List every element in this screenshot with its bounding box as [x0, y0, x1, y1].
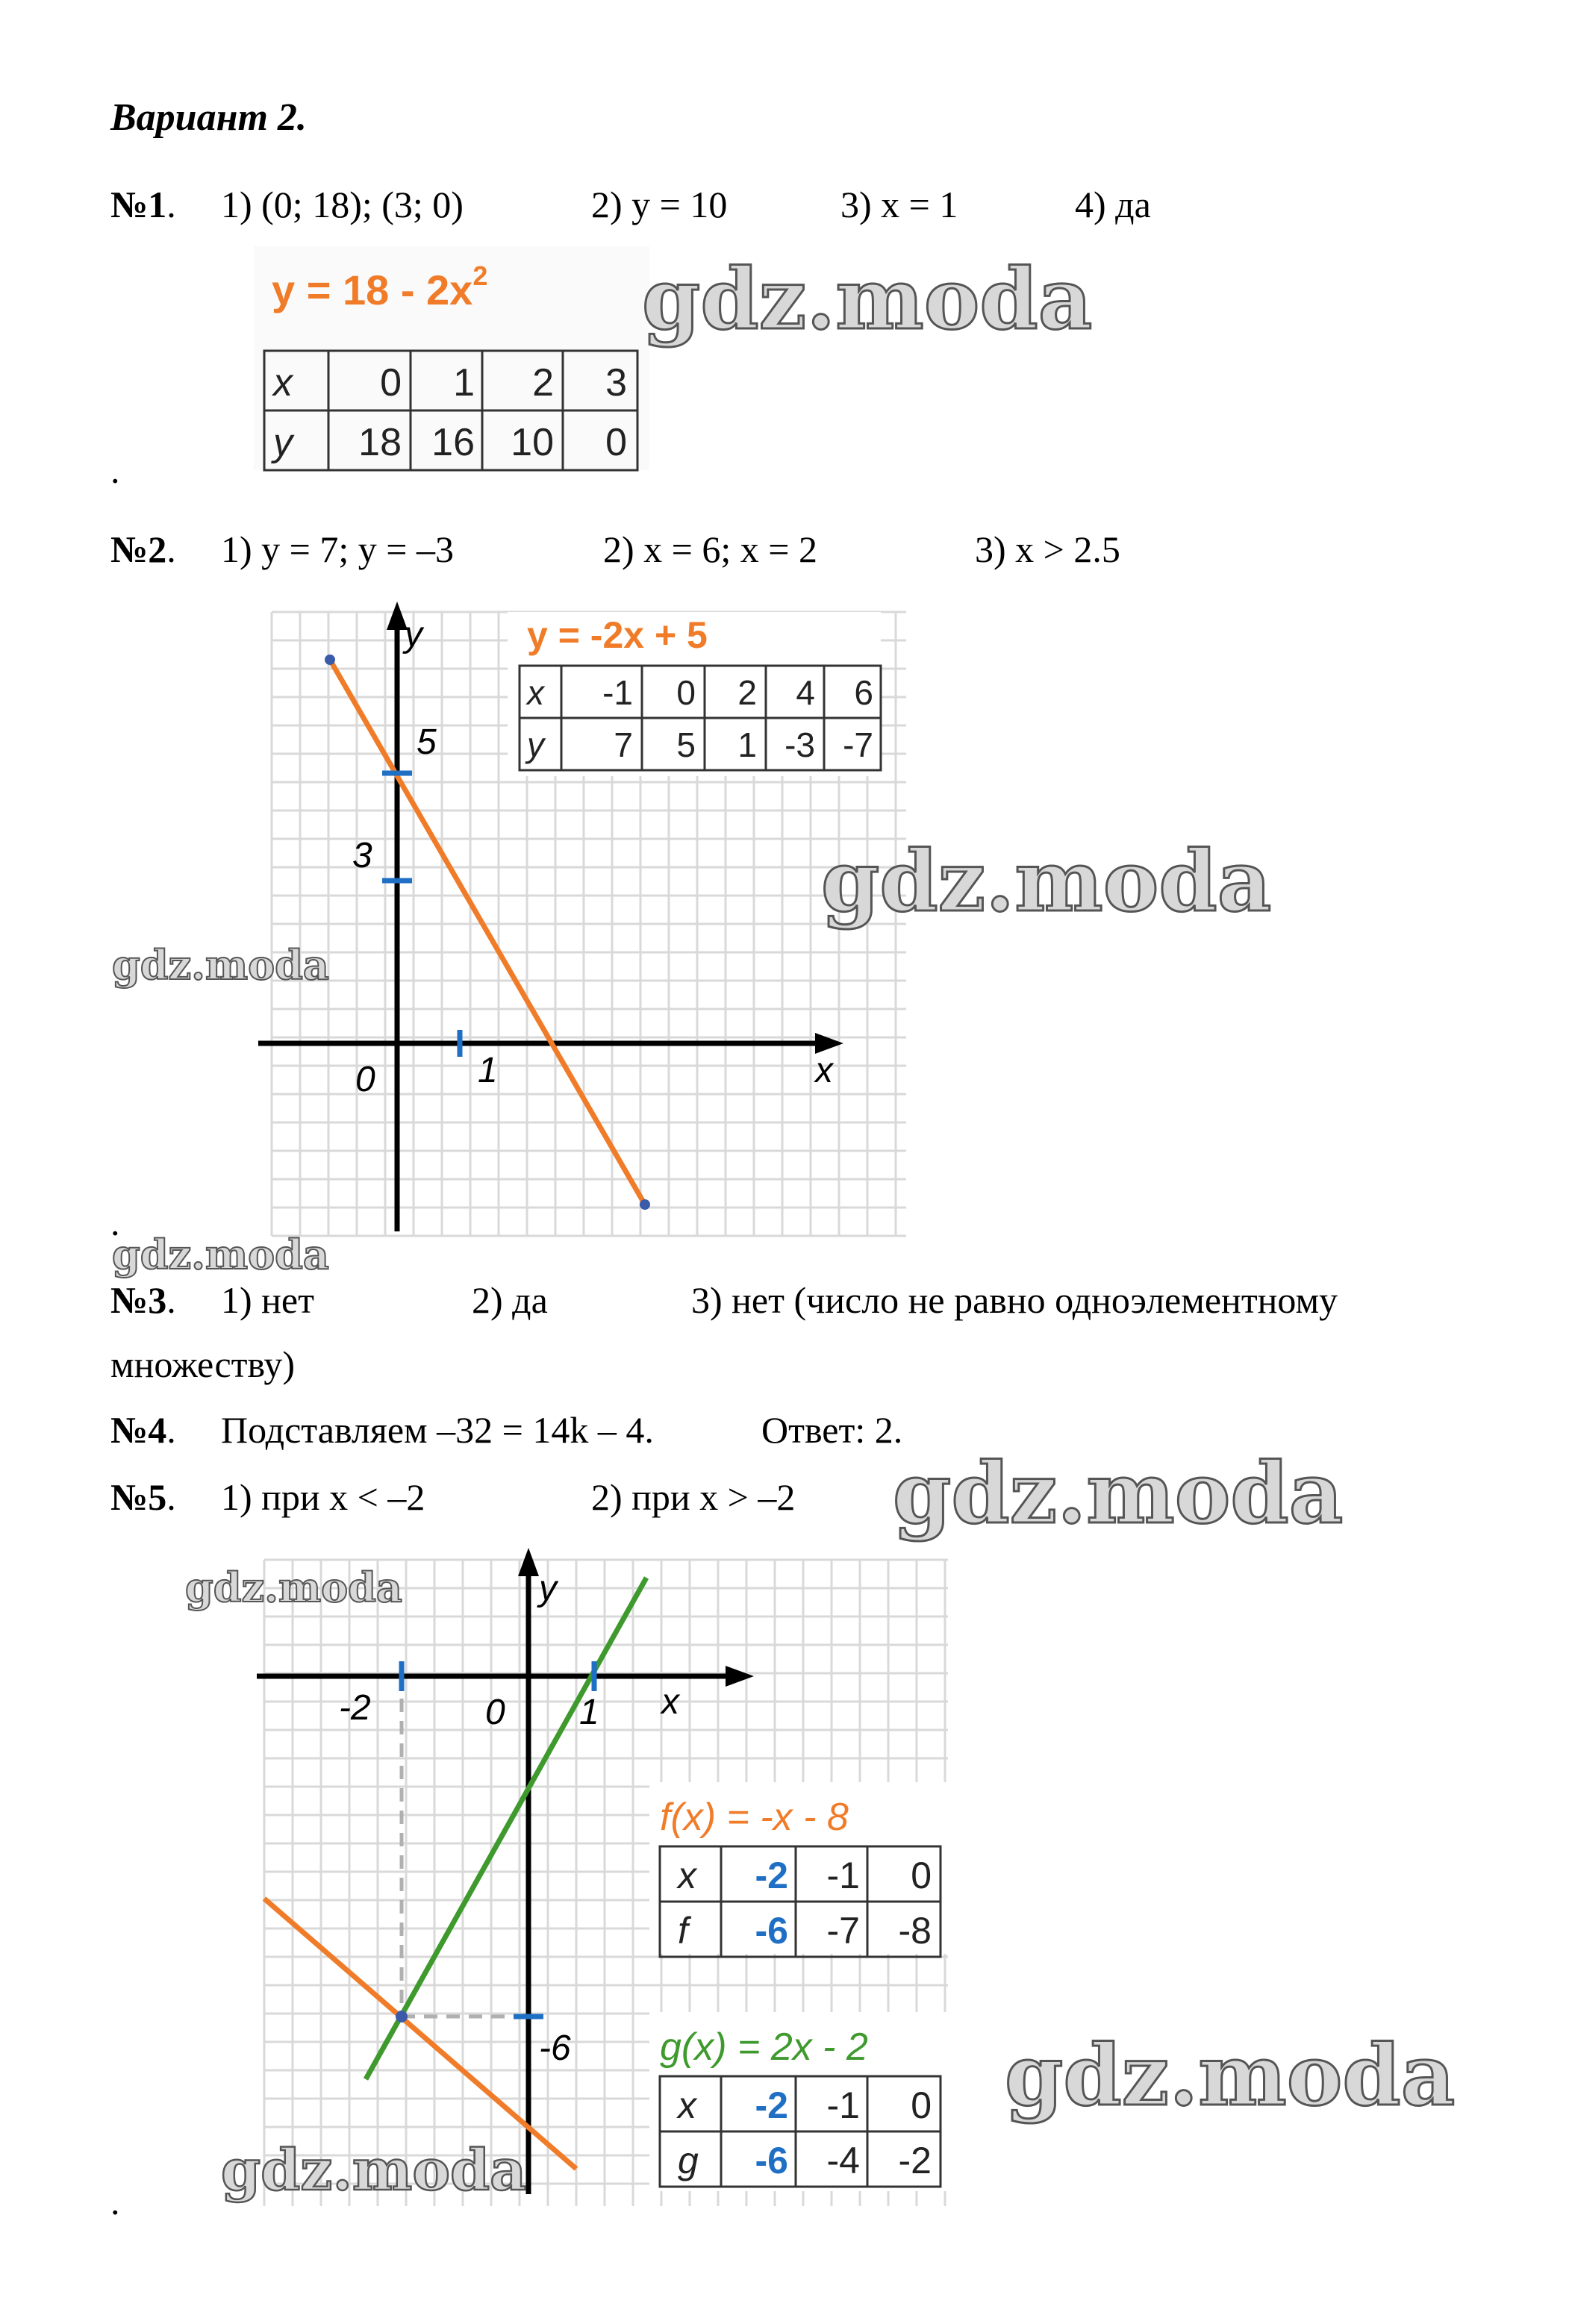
problem-1-answer-3: 3) x = 1	[840, 184, 958, 225]
dot-1: .	[110, 449, 120, 491]
table-f-cell: -7	[826, 1910, 860, 1952]
watermark-2	[821, 821, 1284, 933]
table-1-cell: x	[273, 361, 293, 404]
problem-3-line: №3.	[110, 1279, 176, 1321]
y-axis-label: y	[405, 615, 422, 655]
table-2-cell: -1	[602, 673, 633, 712]
svg-text:gdz.moda: gdz.moda	[185, 1564, 402, 1611]
table-2-cell: 0	[676, 673, 696, 712]
problem-3-answer-3: 3) нет (число не равно одноэлементному	[691, 1279, 1338, 1321]
problem-4-number: №4	[110, 1409, 167, 1451]
table-1-cell: 16	[431, 421, 475, 464]
x-axis-arrow	[726, 1666, 754, 1687]
dot-2: .	[110, 1202, 120, 1243]
point	[640, 1199, 650, 1210]
tick-label-minus-6: -6	[539, 2028, 571, 2068]
origin-label: 0	[355, 1060, 375, 1099]
watermark-1	[642, 246, 1105, 351]
watermark-8	[221, 2127, 534, 2209]
problem-3-number: №3	[110, 1279, 167, 1321]
table-2-cell: 5	[676, 725, 696, 764]
table-2-cell: x	[527, 673, 544, 712]
table-f-cell: -2	[755, 1855, 788, 1896]
table-1-cell: y	[273, 421, 293, 464]
table-1-cell: 0	[605, 421, 627, 464]
graph-2	[254, 590, 911, 1239]
tick-label-5: 5	[417, 722, 437, 762]
y-axis-arrow	[518, 1548, 539, 1576]
svg-text:gdz.moda: gdz.moda	[112, 1231, 329, 1278]
y-axis-label: y	[539, 1569, 557, 1608]
svg-text:gdz.moda: gdz.moda	[893, 1445, 1344, 1543]
problem-4-line: №4.	[110, 1409, 176, 1451]
tick-label-1: 1	[478, 1051, 498, 1090]
problem-1-line: №1.	[110, 184, 176, 225]
table-1-formula: $y = 18 - 2x^2$	[272, 260, 488, 313]
table-2-cell: -3	[784, 725, 815, 764]
table-2-cell: 1	[737, 725, 757, 764]
problem-2-answer-2: 2) x = 6; x = 2	[603, 528, 817, 570]
problem-4-answer-2: Ответ: 2.	[761, 1409, 903, 1451]
problem-1-answer-2: 2) y = 10	[591, 184, 728, 225]
svg-text:gdz.moda: gdz.moda	[112, 941, 329, 989]
problem-1-answer-1: 1) (0; 18); (3; 0)	[221, 184, 464, 225]
variant-title: Вариант 2.	[110, 96, 307, 139]
table-f-cell: -8	[898, 1910, 932, 1952]
table-f-cell: -6	[755, 1910, 788, 1952]
table-1-cell: 0	[380, 361, 402, 404]
watermark-4	[112, 1224, 351, 1284]
problem-3-answer-2: 2) да	[472, 1279, 548, 1321]
table-g-cell: -6	[755, 2140, 788, 2181]
watermark-3	[112, 934, 351, 994]
table-1-cell: 1	[453, 361, 475, 404]
table-2-cell: 2	[737, 673, 757, 712]
table-1-figure	[254, 246, 657, 478]
origin-label: 0	[485, 1693, 505, 1732]
problem-1-answer-4: 4) да	[1075, 184, 1151, 225]
watermark-6	[185, 1557, 424, 1617]
table-2-cell: 7	[614, 725, 633, 764]
tick-label-minus-2: -2	[339, 1688, 371, 1728]
table-1-cell: 18	[358, 421, 402, 464]
table-1-cell: 10	[511, 421, 554, 464]
table-g-cell: -2	[755, 2084, 788, 2126]
problem-5-answer-1: 1) при x < –2	[221, 1476, 425, 1518]
table-2-cell: y	[527, 725, 544, 764]
table-f-formula: f(x) = -x - 8	[660, 1796, 849, 1839]
svg-text:gdz.moda: gdz.moda	[642, 251, 1093, 349]
tick-label-3: 3	[352, 836, 372, 875]
problem-3-answer-1: 1) нет	[221, 1279, 314, 1321]
table-2-cell: 6	[854, 673, 873, 712]
problem-5-number: №5	[110, 1476, 167, 1518]
x-axis-label: x	[661, 1682, 679, 1722]
table-g-cell: -1	[826, 2084, 860, 2126]
problem-2-line: №2.	[110, 528, 176, 570]
table-f-cell: 0	[911, 1855, 932, 1896]
svg-text:gdz.moda: gdz.moda	[221, 2137, 527, 2203]
table-g-cell: -2	[898, 2140, 932, 2181]
problem-1-number: №1	[110, 184, 167, 225]
table-g-cell: -4	[826, 2140, 860, 2181]
problem-5-line: №5.	[110, 1476, 176, 1518]
table-g-cell: 0	[911, 2084, 932, 2126]
watermark-5	[893, 1433, 1356, 1545]
table-2-formula: y = -2x + 5	[527, 614, 708, 656]
table-f-cell: x	[678, 1855, 696, 1896]
problem-2-answer-1: 1) y = 7; y = –3	[221, 528, 454, 570]
graph-5	[246, 1537, 955, 2209]
table-1-cell: 2	[532, 361, 554, 404]
svg-text:gdz.moda: gdz.moda	[1005, 2027, 1456, 2125]
problem-4-answer-1: Подставляем –32 = 14k – 4.	[221, 1409, 654, 1451]
svg-text:gdz.moda: gdz.moda	[821, 833, 1272, 931]
point	[325, 655, 335, 665]
table-f-cell: f	[678, 1910, 688, 1952]
table-2-cell: 4	[796, 673, 815, 712]
problem-2-number: №2	[110, 528, 167, 570]
table-g-cell: g	[678, 2140, 699, 2181]
table-2-cell: -7	[843, 725, 873, 764]
table-g-cell: x	[678, 2084, 696, 2126]
x-axis-label: x	[815, 1051, 833, 1090]
problem-5-answer-2: 2) при x > –2	[591, 1476, 796, 1518]
table-g-formula: g(x) = 2x - 2	[660, 2025, 868, 2069]
table-1-cell: 3	[605, 361, 627, 404]
problem-2-answer-3: 3) x > 2.5	[975, 528, 1120, 570]
table-f-cell: -1	[826, 1855, 860, 1896]
intersection-point	[396, 2011, 408, 2022]
tick-label-1: 1	[579, 1693, 599, 1732]
dot-3: .	[110, 2181, 120, 2223]
watermark-7	[1005, 2015, 1467, 2127]
problem-3-answer-3-continued: множеству)	[110, 1343, 296, 1385]
